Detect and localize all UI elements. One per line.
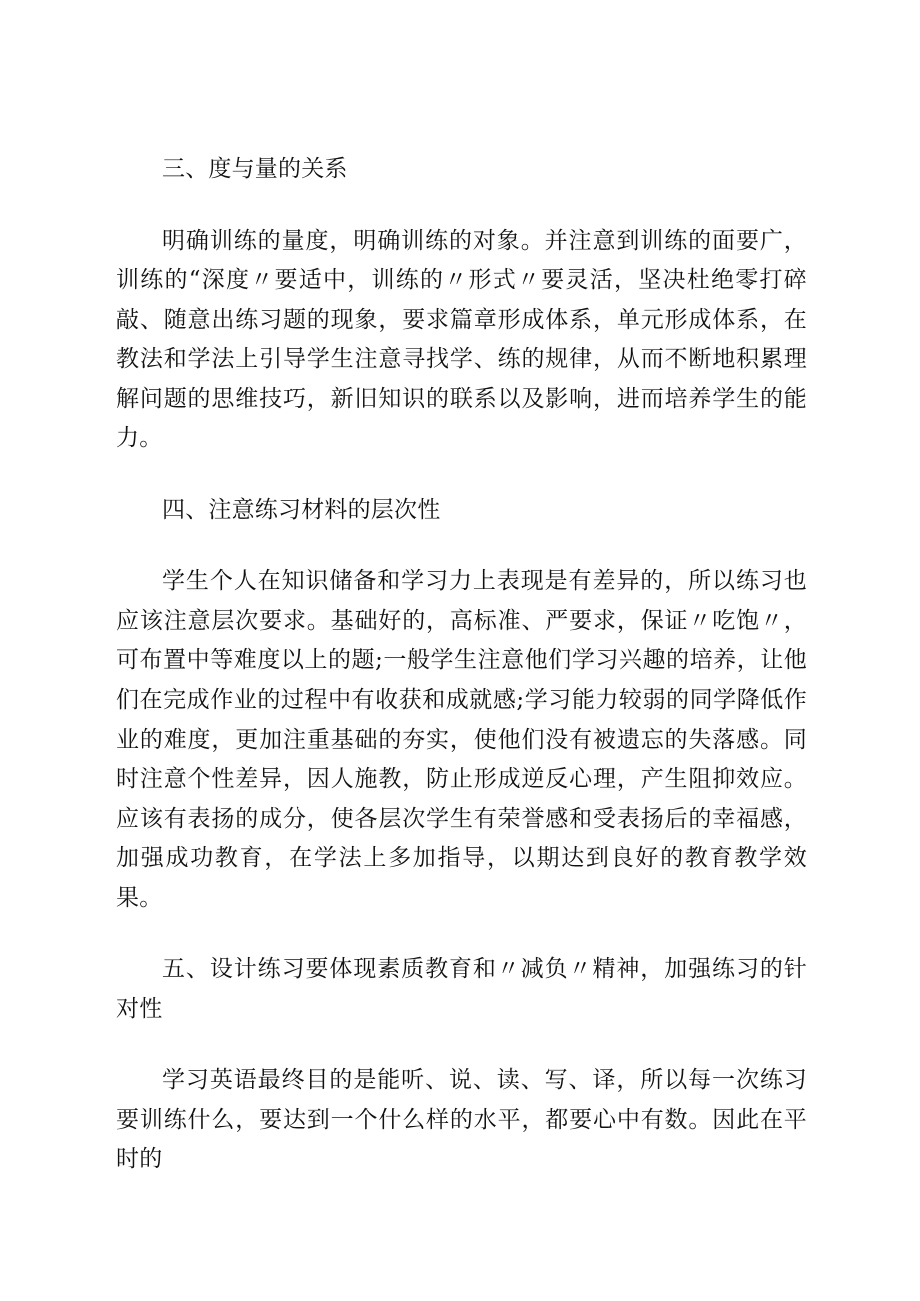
- section-practice-material-levels: [116, 491, 807, 918]
- section-heading: 三、度与量的关系: [162, 156, 348, 182]
- body-paragraph: 明确训练的量度，明确训练的对象。并注意到训练的面要广，训练的“深度〃要适中，训练的〃形式〃要灵活，坚决杜绝零打碎敲、随意出练习题的现象，要求篇章形成体系，单元形成体系，在教法和学法上引导学生注意寻找学、练的规律，从而不断地积累理解问题的思维技巧，新旧知识的联系以及影响，进而培养学生的能力。: [116, 227, 807, 452]
- section-heading: 四、注意练习材料的层次性: [162, 496, 441, 523]
- section-degree-and-quantity: [116, 150, 807, 459]
- body-paragraph: 学生个人在知识储备和学习力上表现是有差异的，所以练习也应该注意层次要求。基础好的，高标准、严要求，保证〃吃饱〃，可布置中等难度以上的题;一般学生注意他们学习兴趣的培养，让他们在完成作业的过程中有收获和成就感;学习能力较弱的同学降低作业的难度，更加注重基础的夯实，使他们没有被遗忘的失落感。同时注意个性差异，因人施教，防止形成逆反心理，产生阻抑效应。应该有表扬的成分，使各层次学生有荣誉感和受表扬后的幸福感，加强成功教育，在学法上多加指导，以期达到良好的教育教学效果。: [116, 568, 807, 911]
- body-paragraph: 学习英语最终目的是能听、说、读、写、译，所以每一次练习要训练什么，要达到一个什么样的水平，都要心中有数。因此在平时的: [116, 1067, 807, 1173]
- section-targeted-practice-design: [116, 950, 807, 1180]
- section-heading: 五、设计练习要体现素质教育和〃减负〃精神，加强练习的针对性: [116, 956, 807, 1022]
